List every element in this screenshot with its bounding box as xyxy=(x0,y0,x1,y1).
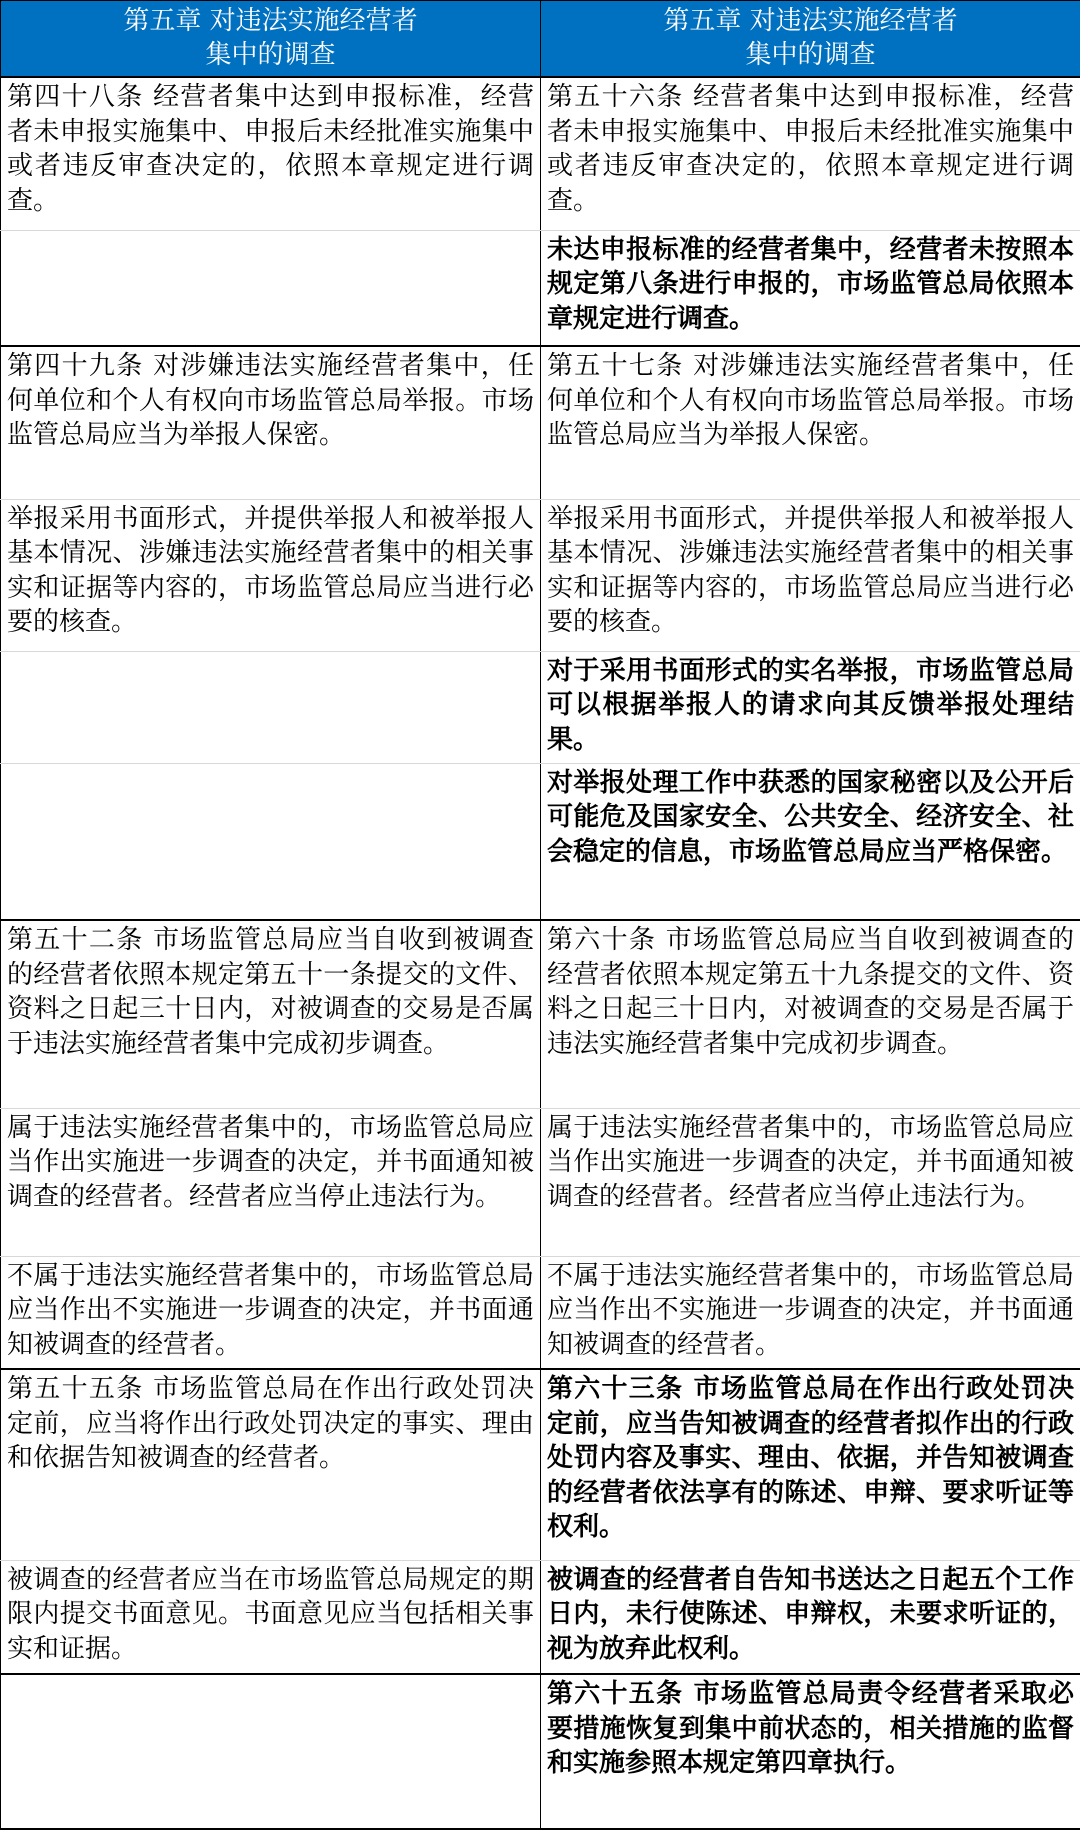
new-article-cell: 第五十六条 经营者集中达到申报标准，经营者未申报实施集中、申报后未经批准实施集中或者违反审查决定的，依照本章规定进行调查。 xyxy=(541,77,1080,230)
table-row xyxy=(1,1108,1080,1256)
old-article-cell: 第四十八条 经营者集中达到申报标准，经营者未申报实施集中、申报后未经批准实施集中或者违反审查决定的，依照本章规定进行调查。 xyxy=(1,77,541,230)
table-row xyxy=(1,1369,1080,1560)
old-article-cell: 第四十九条 对涉嫌违法实施经营者集中，任何单位和个人有权向市场监管总局举报。市场监管总局应当为举报人保密。 xyxy=(1,346,541,499)
old-article-cell: 第五十二条 市场监管总局应当自收到被调查的经营者依照本规定第五十一条提交的文件、资料之日起三十日内，对被调查的交易是否属于违法实施经营者集中完成初步调查。 xyxy=(1,920,541,1108)
header-right-line2: 集中的调查 xyxy=(745,40,876,70)
old-article-cell: 被调查的经营者应当在市场监管总局规定的期限内提交书面意见。书面意见应当包括相关事实和证据。 xyxy=(1,1560,541,1674)
new-article-cell: 属于违法实施经营者集中的，市场监管总局应当作出实施进一步调查的决定，并书面通知被调查的经营者。经营者应当停止违法行为。 xyxy=(541,1108,1080,1256)
header-right xyxy=(541,1,1080,78)
table-row xyxy=(1,230,1080,346)
header-right-line1: 第五章 对违法实施经营者 xyxy=(663,6,958,36)
new-article-cell: 第六十条 市场监管总局应当自收到被调查的经营者依照本规定第五十九条提交的文件、资料之日起三十日内，对被调查的交易是否属于违法实施经营者集中完成初步调查。 xyxy=(541,920,1080,1108)
header-row xyxy=(1,1,1080,78)
old-article-cell: 不属于违法实施经营者集中的，市场监管总局应当作出不实施进一步调查的决定，并书面通知被调查的经营者。 xyxy=(1,1256,541,1369)
old-article-cell xyxy=(1,1674,541,1829)
new-article-cell: 第五十七条 对涉嫌违法实施经营者集中，任何单位和个人有权向市场监管总局举报。市场监管总局应当为举报人保密。 xyxy=(541,346,1080,499)
old-article-cell xyxy=(1,763,541,920)
new-article-cell: 对于采用书面形式的实名举报，市场监管总局可以根据举报人的请求向其反馈举报处理结果。 xyxy=(541,651,1080,763)
header-left-line2: 集中的调查 xyxy=(205,40,336,70)
table-row xyxy=(1,499,1080,651)
new-article-cell: 第六十五条 市场监管总局责令经营者采取必要措施恢复到集中前状态的，相关措施的监督和实施参照本规定第四章执行。 xyxy=(541,1674,1080,1829)
old-article-cell xyxy=(1,230,541,346)
table-row xyxy=(1,77,1080,230)
table-row xyxy=(1,763,1080,920)
new-article-cell: 举报采用书面形式，并提供举报人和被举报人基本情况、涉嫌违法实施经营者集中的相关事实和证据等内容的，市场监管总局应当进行必要的核查。 xyxy=(541,499,1080,651)
table-row xyxy=(1,920,1080,1108)
table-row xyxy=(1,1560,1080,1674)
new-article-cell: 被调查的经营者自告知书送达之日起五个工作日内，未行使陈述、申辩权，未要求听证的，视为放弃此权利。 xyxy=(541,1560,1080,1674)
table-row xyxy=(1,1256,1080,1369)
header-left xyxy=(1,1,541,78)
table-row xyxy=(1,651,1080,763)
new-article-cell: 未达申报标准的经营者集中，经营者未按照本规定第八条进行申报的，市场监管总局依照本章规定进行调查。 xyxy=(541,230,1080,346)
old-article-cell xyxy=(1,651,541,763)
old-article-cell: 属于违法实施经营者集中的，市场监管总局应当作出实施进一步调查的决定，并书面通知被调查的经营者。经营者应当停止违法行为。 xyxy=(1,1108,541,1256)
table-row xyxy=(1,346,1080,499)
header-left-line1: 第五章 对违法实施经营者 xyxy=(123,6,418,36)
new-article-cell: 不属于违法实施经营者集中的，市场监管总局应当作出不实施进一步调查的决定，并书面通知被调查的经营者。 xyxy=(541,1256,1080,1369)
table-row xyxy=(1,1674,1080,1829)
old-article-cell: 第五十五条 市场监管总局在作出行政处罚决定前，应当将作出行政处罚决定的事实、理由和依据告知被调查的经营者。 xyxy=(1,1369,541,1560)
new-article-cell: 第六十三条 市场监管总局在作出行政处罚决定前，应当告知被调查的经营者拟作出的行政处罚内容及事实、理由、依据，并告知被调查的经营者依法享有的陈述、申辩、要求听证等权利。 xyxy=(541,1369,1080,1560)
new-article-cell: 对举报处理工作中获悉的国家秘密以及公开后可能危及国家安全、公共安全、经济安全、社会稳定的信息，市场监管总局应当严格保密。 xyxy=(541,763,1080,920)
old-article-cell: 举报采用书面形式，并提供举报人和被举报人基本情况、涉嫌违法实施经营者集中的相关事实和证据等内容的，市场监管总局应当进行必要的核查。 xyxy=(1,499,541,651)
